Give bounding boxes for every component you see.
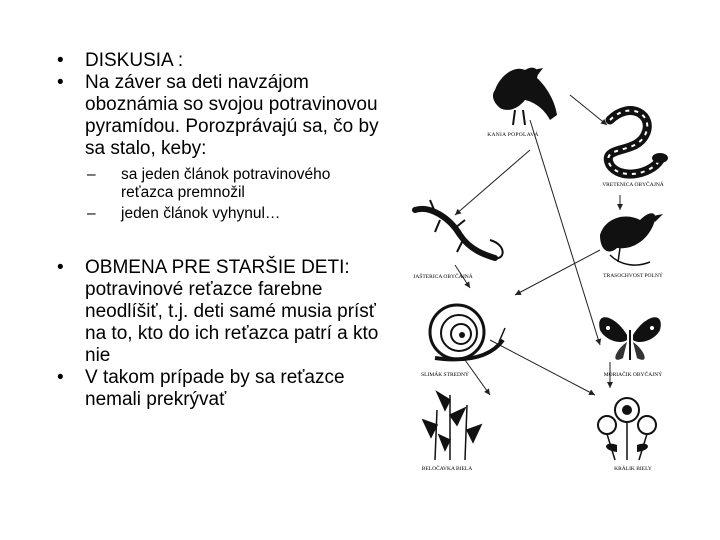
organism-label: SLIMÁK STREDNÝ: [421, 372, 469, 378]
sub-item-text: jeden článok vyhynul…: [121, 205, 281, 222]
sub-list: [85, 166, 385, 223]
bullet-marker: •: [57, 50, 64, 71]
bullet-marker: •: [57, 72, 64, 93]
organism-label: MORIAČIK OBYČAJNÝ: [603, 372, 663, 378]
clover-flower-icon: [598, 398, 656, 460]
sub-item-text: sa jeden článok potravinového reťazca premnožil: [121, 166, 331, 201]
small-bird-icon: [600, 213, 663, 265]
organism-label: TRASOCHVOST POLNÝ: [603, 273, 663, 279]
organism-label: KANIA POPOLAVÁ: [487, 132, 539, 138]
butterfly-icon: [599, 317, 661, 360]
nettle-plant-icon: [423, 392, 481, 460]
viper-snake-icon: [608, 111, 668, 175]
bullet-heading: DISKUSIA :: [85, 50, 184, 71]
bullet-item-takom: [55, 367, 385, 411]
bullet-list-1: [55, 50, 385, 223]
bullet-marker: •: [57, 257, 64, 278]
organism-label: JAŠTERICA OBYČAJNÁ: [413, 274, 473, 280]
food-chain-svg: [395, 40, 695, 480]
snail-icon: [430, 305, 505, 359]
bullet-item-zaver: [55, 72, 385, 223]
bullet-heading: OBMENA PRE STARŠIE DETI:: [85, 257, 350, 278]
arrow: [490, 340, 595, 395]
slide-text: [55, 50, 385, 411]
arrow: [570, 95, 607, 125]
kite-bird-icon: [493, 68, 557, 125]
arrow: [515, 250, 600, 295]
food-chain-figure: [395, 40, 695, 480]
bullet-text: Na záver sa deti navzájom oboznámia so svojou potravinovou pyramídou. Porozprávajú sa, čo by sa stalo, keby:: [85, 72, 379, 159]
bullet-text: potravinové reťazce farebne neodlíšiť, t.j. deti samé musia prísť na to, kto do ich reťazca patrí a kto nie: [85, 279, 379, 366]
arrow: [455, 150, 530, 215]
organism-label: VRETENICA OBYČAJNÁ: [602, 182, 664, 188]
organism-label: BELOČAVKA BIELA: [421, 466, 473, 472]
sub-item: [85, 166, 385, 202]
bullet-item-obmena: [55, 257, 385, 367]
arrow: [530, 120, 600, 345]
bullet-list-2: [55, 257, 385, 411]
organism-label: KRÁLIK BIELY: [614, 466, 652, 472]
bullet-text: V takom prípade by sa reťazce nemali prekrývať: [85, 367, 345, 410]
lizard-icon: [415, 200, 503, 258]
sub-item: [85, 205, 385, 223]
dash-marker: –: [87, 166, 96, 183]
bullet-item-diskusia: [55, 50, 385, 72]
bullet-marker: •: [57, 367, 64, 388]
chain-arrows: [455, 95, 620, 395]
dash-marker: –: [87, 205, 96, 222]
